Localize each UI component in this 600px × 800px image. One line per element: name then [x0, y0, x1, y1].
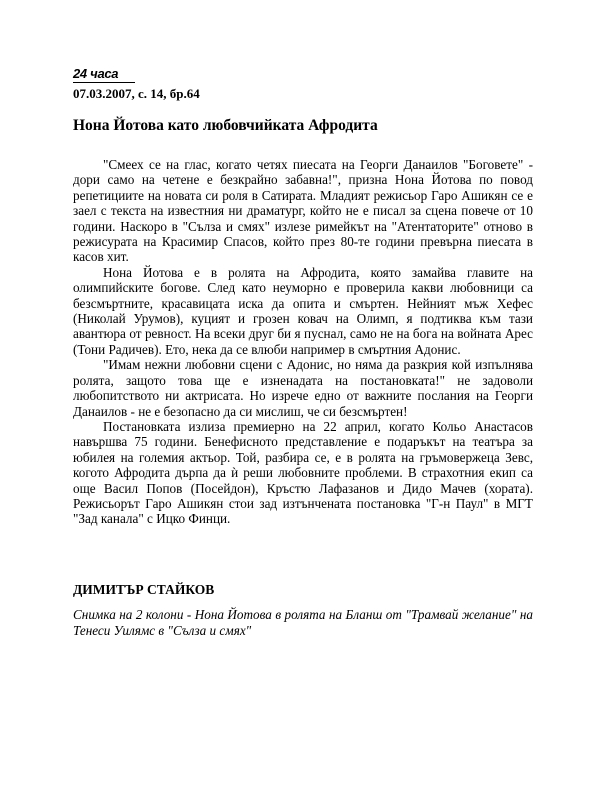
photo-caption: Снимка на 2 колони - Нона Йотова в ролята на Бланш от "Трамвай желание" на Тенеси Уилямс в "Сълза и смях": [73, 607, 533, 638]
publication-logo: 24 часа: [73, 66, 119, 81]
issue-date-line: 07.03.2007, с. 14, бр.64: [73, 86, 200, 101]
article-title: Нона Йотова като любовчийката Афродита: [73, 117, 378, 134]
article-body: [73, 157, 533, 527]
article-paragraph: Постановката излиза премиерно на 22 април, когато Кольо Анастасов навършва 75 години. Бенефисното представление е подаръкът на театъра за юбилея на големия актьор. Той, разбира се, е в ролята на гръмовержеца Зевс, когото Афродита дърпа да ѝ реши любовните проблеми. В страхотния екип са още Васил Попов (Посейдон), Кръстю Лафазанов и Дидо Мачев (хората). Режисьорът Гаро Ашикян стои зад изтънчената постановка "Г-н Паул" в МГТ "Зад канала" с Ицко Финци.: [73, 418, 533, 527]
logo-underline: [73, 82, 135, 83]
article-author: ДИМИТЪР СТАЙКОВ: [73, 582, 215, 597]
article-paragraph: "Смеех се на глас, когато четях пиесата на Георги Данаилов "Боговете" - дори само на четене е безкрайно забавна!", призна Нона Йотова по повод репетициите на новата си роля в Сатирата. Младият режисьор Гаро Ашикян се е заел с текста на известния ни драматург, който не е писал за сцена повече от 10 години. Наскоро в "Сълза и смях" излезе римейкът на "Атентаторите" отново в режисурата на Красимир Спасов, който през 80-те години превърна пиесата в касов хит.: [73, 157, 533, 265]
article-paragraph: "Имам нежни любовни сцени с Адонис, но няма да разкрия кой изпълнява ролята, защото това ще е изненадата на постановката!" не задоволи любопитството ни актрисата. Но изрече едно от важните послания на Георги Данаилов - не е безопасно да си мислиш, че си безсмъртен!: [73, 357, 533, 419]
article-paragraph: Нона Йотова е в ролята на Афродита, която замайва главите на олимпийските богове. След като неуморно е проверила какви любовници са безсмъртните, красавицата иска да опита и смъртен. Нейният мъж Хефес (Николай Урумов), куцият и грозен ковач на Олимп, я подтиква към тази авантюра от ревност. На всеки друг би я пуснал, само не на бога на войната Арес (Тони Радичев). Ето, нека да се влюби например в смъртния Адонис.: [73, 264, 533, 357]
